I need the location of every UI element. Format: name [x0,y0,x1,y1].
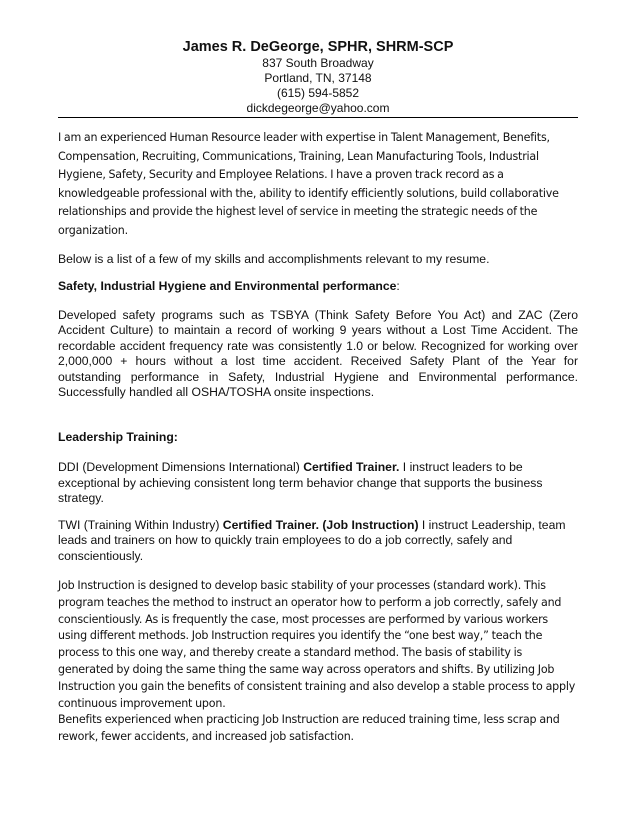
ddi-description: I instruct leaders to be exceptional by achieving consistent long term behavior change that supports the business strategy. [58,460,543,506]
street-address: 837 South Broadway [262,56,374,70]
twi-prefix: TWI (Training Within Industry) [58,517,223,532]
twi-paragraph [58,518,578,565]
resume-page [58,0,578,746]
ddi-certified-label: Certified Trainer. [303,460,400,475]
header-divider [58,117,578,118]
phone-number: (615) 594-5852 [276,86,360,100]
safety-title-colon: : [396,279,400,294]
leadership-section-title: Leadership Training: [58,429,178,444]
safety-section-title [58,279,578,295]
city-state-zip: Portland, TN, 37148 [264,71,372,85]
safety-title-text: Safety, Industrial Hygiene and Environmental performance [58,279,397,294]
benefits-paragraph: Benefits experienced when practicing Job Instruction are reduced training time, less scrap and rework, fewer accidents, and increased job satisfaction. [58,713,560,744]
safety-paragraph: Developed safety programs such as TSBYA (Think Safety Before You Act) and ZAC (Zero Accident Culture) to maintain a record of working 9 years without a Lost Time Accident. The recordable accident frequency rate was consistently 1.0 or below. Recognized for working over 2,000,000 + hours without a lost time accident. Received Safety Plant of the Year for outstanding performance in Safety, Industrial Hygiene and Environmental performance. Successfully handled all OSHA/TOSHA onsite inspections. [58,307,578,400]
ddi-prefix: DDI (Development Dimensions International) [58,460,304,475]
intro-paragraph: I am an experienced Human Resource leader with expertise in Talent Management, Benefits, Compensation, Recruiting, Communications, Training, Lean Manufacturing Tools, Industrial Hygiene, Safety, Security and Employee Relations. I have a proven track record as a knowledgeable professional with the, ability to identify efficiently solutions, build collaborative relationships and provide the highest level of service in meeting the strategic needs of the organization. [58,131,559,237]
email-address: dickdegeorge@yahoo.com [246,101,390,115]
job-instruction-paragraph: Job Instruction is designed to develop basic stability of your processes (standard work). This program teaches the method to instruct an operator how to perform a job correctly, safely and conscientiously. As is frequently the case, most processes are performed by various workers using different methods. Job Instruction requires you identify the “one best way,” teach the process to this one way, and thereby create a standard method. The basis of stability is generated by doing the same thing the same way across operators and shifts. By utilizing Job Instruction you gain the benefits of consistent training and also develop a stable process to apply continuous improvement upon. [58,579,576,710]
ddi-paragraph [58,460,578,507]
skills-intro-text: Below is a list of a few of my skills and accomplishments relevant to my resume. [58,251,490,266]
resume-header [58,39,578,116]
candidate-name: James R. DeGeorge, SPHR, SHRM-SCP [182,39,454,55]
twi-description: I instruct Leadership, team leads and trainers on how to quickly train employees to do a job correctly, safely and conscientiously. [58,517,566,563]
twi-certified-label: Certified Trainer. (Job Instruction) [222,517,419,532]
